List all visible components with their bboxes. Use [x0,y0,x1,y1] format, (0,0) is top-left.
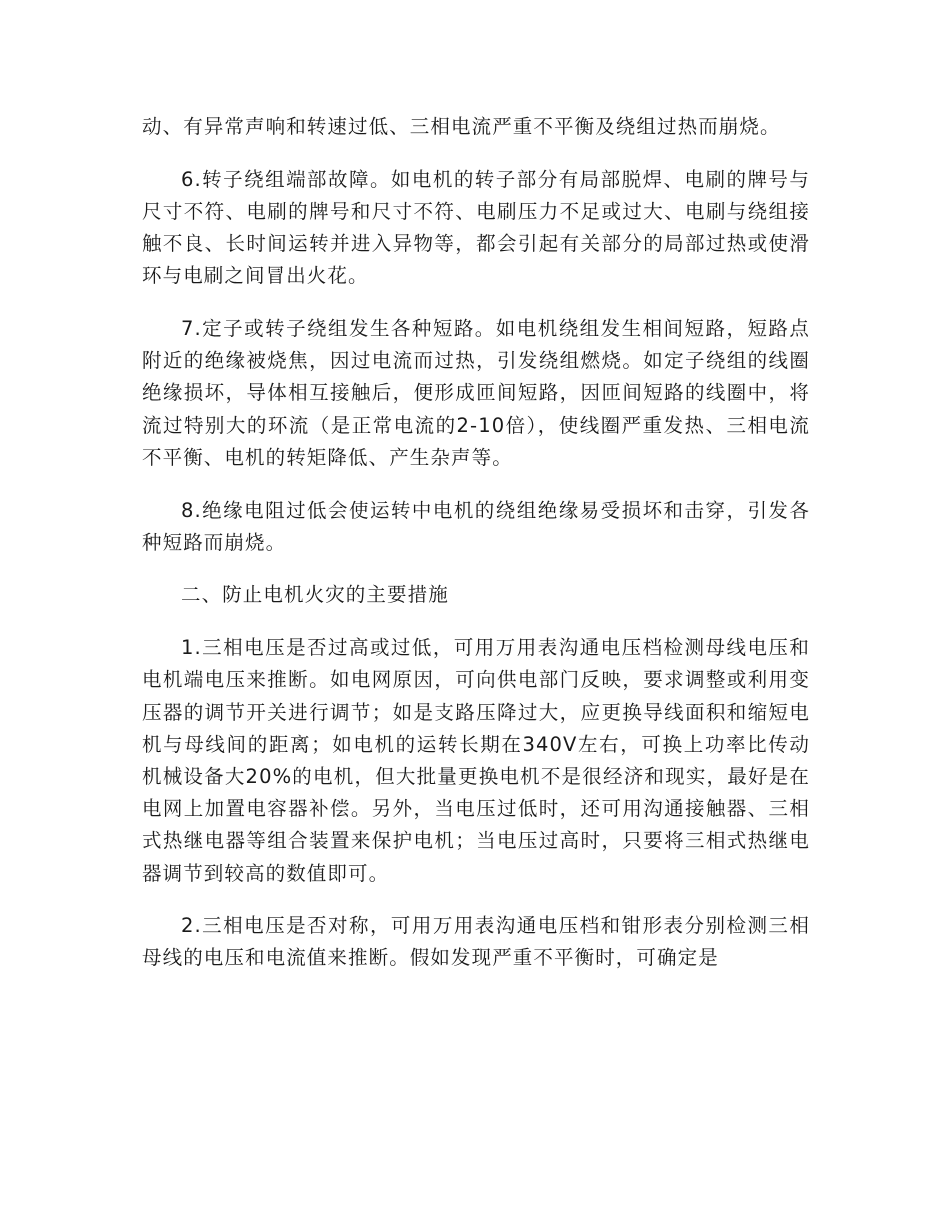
paragraph-measure-2: 2.三相电压是否对称，可用万用表沟通电压档和钳形表分别检测三相母线的电压和电流值来推断。假如发现严重不平衡时，可确定是 [142,914,810,970]
paragraph-item-7: 7.定子或转子绕组发生各种短路。如电机绕组发生相间短路，短路点附近的绝缘被烧焦，因过电流而过热，引发绕组燃烧。如定子绕组的线圈绝缘损坏，导体相互接触后，便形成匝间短路，因匝间短路的线圈中，将流过特别大的环流（是正常电流的2-10倍），使线圈严重发热、三相电流不平衡、电机的转矩降低、产生杂声等。 [142,317,810,469]
paragraph-item-8: 8.绝缘电阻过低会使运转中电机的绕组绝缘易受损坏和击穿，引发各种短路而崩烧。 [142,498,810,554]
paragraph-item-6: 6.转子绕组端部故障。如电机的转子部分有局部脱焊、电刷的牌号与尺寸不符、电刷的牌号和尺寸不符、电刷压力不足或过大、电刷与绕组接触不良、长时间运转并进入异物等，都会引起有关部分的局部过热或使滑环与电刷之间冒出火花。 [142,167,810,288]
document-body [142,111,810,995]
section-heading: 二、防止电机火灾的主要措施 [181,583,449,607]
paragraph-continuation: 动、有异常声响和转速过低、三相电流严重不平衡及绕组过热而崩烧。 [142,115,781,138]
paragraph-measure-1: 1.三相电压是否过高或过低，可用万用表沟通电压档检测母线电压和电机端电压来推断。如电网原因，可向供电部门反映，要求调整或利用变压器的调节开关进行调节；如是支路压降过大，应更换导线面积和缩短电机与母线间的距离；如电机的运转长期在340V左右，可换上功率比传动机械设备大20%的电机，但大批量更换电机不是很经济和现实，最好是在电网上加置电容器补偿。另外，当电压过低时，还可用沟通接触器、三相式热继电器等组合装置来保护电机；当电压过高时，只要将三相式热继电器调节到较高的数值即可。 [142,636,810,885]
